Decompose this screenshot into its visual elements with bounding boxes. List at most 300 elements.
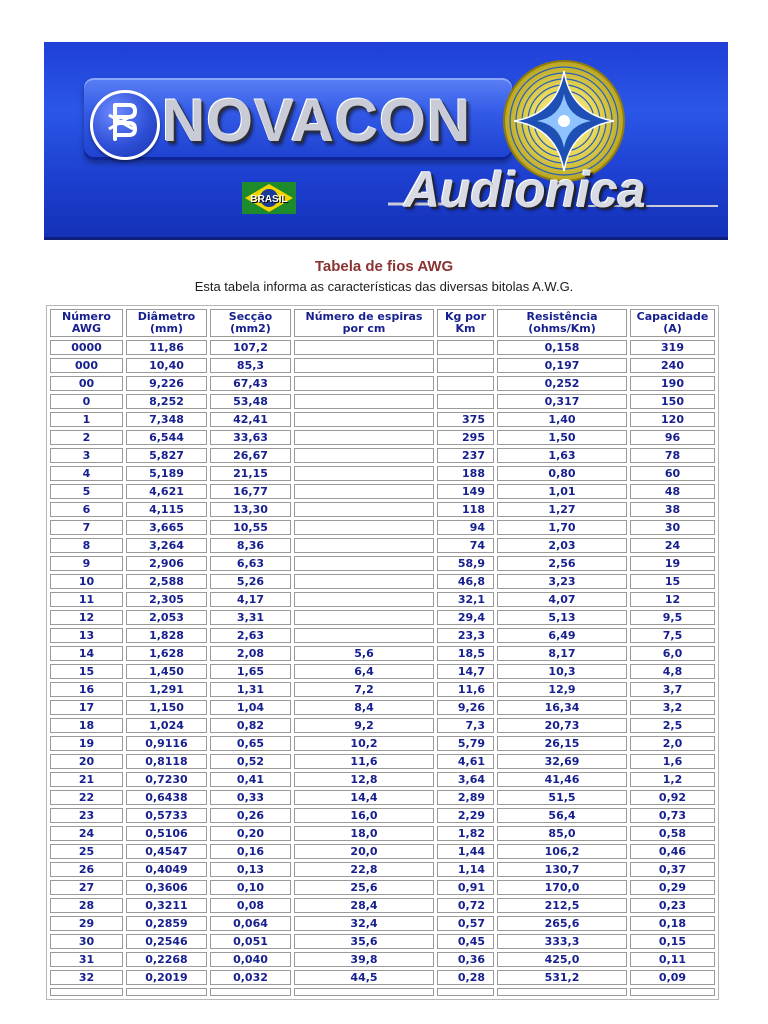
cell-diameter: 0,2546	[126, 934, 207, 949]
cell-section: 53,48	[210, 394, 291, 409]
table-row	[50, 970, 715, 985]
table-row	[50, 412, 715, 427]
cell-turns: 7,2	[294, 682, 434, 697]
table-row	[50, 682, 715, 697]
cell-turns: 10,2	[294, 736, 434, 751]
cell-kg: 7,3	[437, 718, 494, 733]
cell-kg: 46,8	[437, 574, 494, 589]
cell-awg: 24	[50, 826, 123, 841]
cell-kg	[437, 376, 494, 391]
cell-resistance: 1,70	[497, 520, 627, 535]
cell-section: 0,26	[210, 808, 291, 823]
cell-capacity: 0,92	[630, 790, 715, 805]
cell-diameter: 0,4547	[126, 844, 207, 859]
cell-resistance: 1,50	[497, 430, 627, 445]
table-body	[50, 340, 715, 996]
cell-section: 0,13	[210, 862, 291, 877]
table-row	[50, 772, 715, 787]
table-row	[50, 556, 715, 571]
cell-capacity: 2,5	[630, 718, 715, 733]
cell-resistance: 1,01	[497, 484, 627, 499]
cell-kg: 0,57	[437, 916, 494, 931]
cell-kg: 18,5	[437, 646, 494, 661]
cell-awg: 000	[50, 358, 123, 373]
cell-resistance: 32,69	[497, 754, 627, 769]
cell-diameter: 5,189	[126, 466, 207, 481]
cell-resistance: 51,5	[497, 790, 627, 805]
cell-turns: 39,8	[294, 952, 434, 967]
cell-diameter: 7,348	[126, 412, 207, 427]
cell-resistance: 8,17	[497, 646, 627, 661]
table-row	[50, 502, 715, 517]
cell-diameter: 2,053	[126, 610, 207, 625]
cell-diameter: 11,86	[126, 340, 207, 355]
cell-turns: 44,5	[294, 970, 434, 985]
cell-diameter: 0,6438	[126, 790, 207, 805]
cell-awg: 32	[50, 970, 123, 985]
cell-section: 0,08	[210, 898, 291, 913]
cell-diameter: 2,588	[126, 574, 207, 589]
cell-kg: 4,61	[437, 754, 494, 769]
cell-section: 0,032	[210, 970, 291, 985]
cell-section: 0,41	[210, 772, 291, 787]
cell-turns: 14,4	[294, 790, 434, 805]
cell-section: 0,33	[210, 790, 291, 805]
cell-empty	[630, 988, 715, 996]
cell-resistance: 2,03	[497, 538, 627, 553]
cell-awg: 29	[50, 916, 123, 931]
cell-awg: 0	[50, 394, 123, 409]
cell-kg: 29,4	[437, 610, 494, 625]
cell-kg: 9,26	[437, 700, 494, 715]
cell-turns: 22,8	[294, 862, 434, 877]
cell-awg: 27	[50, 880, 123, 895]
cell-awg: 23	[50, 808, 123, 823]
cell-awg: 28	[50, 898, 123, 913]
cell-section: 0,20	[210, 826, 291, 841]
header-turns: Número de espiras por cm	[294, 309, 434, 337]
cell-capacity: 0,15	[630, 934, 715, 949]
cell-kg: 32,1	[437, 592, 494, 607]
cell-capacity: 0,37	[630, 862, 715, 877]
cell-diameter: 1,828	[126, 628, 207, 643]
cell-turns	[294, 556, 434, 571]
cell-resistance: 265,6	[497, 916, 627, 931]
cell-kg: 94	[437, 520, 494, 535]
cell-turns: 16,0	[294, 808, 434, 823]
cell-section: 0,040	[210, 952, 291, 967]
cell-awg: 1	[50, 412, 123, 427]
table-header-row	[50, 309, 715, 337]
cell-awg: 26	[50, 862, 123, 877]
cell-section: 107,2	[210, 340, 291, 355]
cell-diameter: 0,8118	[126, 754, 207, 769]
cell-awg: 21	[50, 772, 123, 787]
cell-resistance: 5,13	[497, 610, 627, 625]
cell-capacity: 2,0	[630, 736, 715, 751]
cell-kg	[437, 340, 494, 355]
cell-kg: 3,64	[437, 772, 494, 787]
cell-turns	[294, 394, 434, 409]
cell-turns	[294, 448, 434, 463]
cell-capacity: 96	[630, 430, 715, 445]
cell-awg: 6	[50, 502, 123, 517]
cell-capacity: 7,5	[630, 628, 715, 643]
cell-capacity: 15	[630, 574, 715, 589]
awg-wire-table	[46, 305, 719, 1000]
table-row	[50, 520, 715, 535]
cell-awg: 15	[50, 664, 123, 679]
cell-capacity: 319	[630, 340, 715, 355]
cell-resistance: 56,4	[497, 808, 627, 823]
cell-resistance: 106,2	[497, 844, 627, 859]
cell-diameter: 0,7230	[126, 772, 207, 787]
cell-capacity: 0,11	[630, 952, 715, 967]
cell-turns: 18,0	[294, 826, 434, 841]
cell-kg	[437, 358, 494, 373]
table-row	[50, 952, 715, 967]
cell-kg: 0,72	[437, 898, 494, 913]
table-row	[50, 466, 715, 481]
cell-section: 0,52	[210, 754, 291, 769]
cell-section: 42,41	[210, 412, 291, 427]
cell-section: 4,17	[210, 592, 291, 607]
cell-section: 21,15	[210, 466, 291, 481]
cell-kg: 0,36	[437, 952, 494, 967]
cell-awg: 2	[50, 430, 123, 445]
cell-turns: 35,6	[294, 934, 434, 949]
cell-capacity: 240	[630, 358, 715, 373]
cell-section: 0,064	[210, 916, 291, 931]
cell-section: 3,31	[210, 610, 291, 625]
cell-kg: 23,3	[437, 628, 494, 643]
cell-kg: 74	[437, 538, 494, 553]
cell-capacity: 1,2	[630, 772, 715, 787]
cell-resistance: 6,49	[497, 628, 627, 643]
cell-resistance: 212,5	[497, 898, 627, 913]
cell-diameter: 4,621	[126, 484, 207, 499]
cell-kg: 2,29	[437, 808, 494, 823]
table-row	[50, 538, 715, 553]
cell-kg	[437, 394, 494, 409]
cell-turns	[294, 466, 434, 481]
cell-turns: 20,0	[294, 844, 434, 859]
cell-turns: 6,4	[294, 664, 434, 679]
cell-turns	[294, 358, 434, 373]
header-section: Secção (mm2)	[210, 309, 291, 337]
cell-kg: 375	[437, 412, 494, 427]
cell-turns: 11,6	[294, 754, 434, 769]
header-capacity: Capacidade (A)	[630, 309, 715, 337]
cell-diameter: 3,665	[126, 520, 207, 535]
cell-kg: 1,14	[437, 862, 494, 877]
cell-empty	[50, 988, 123, 996]
cell-capacity: 0,58	[630, 826, 715, 841]
cell-capacity: 24	[630, 538, 715, 553]
cell-empty	[210, 988, 291, 996]
cell-turns	[294, 574, 434, 589]
cell-turns	[294, 538, 434, 553]
cell-section: 5,26	[210, 574, 291, 589]
cell-diameter: 0,4049	[126, 862, 207, 877]
cell-resistance: 130,7	[497, 862, 627, 877]
cell-section: 1,31	[210, 682, 291, 697]
cell-capacity: 1,6	[630, 754, 715, 769]
table-row	[50, 808, 715, 823]
cell-section: 26,67	[210, 448, 291, 463]
page-subtitle: Esta tabela informa as características das diversas bitolas A.W.G.	[194, 279, 574, 294]
cell-awg: 00	[50, 376, 123, 391]
header-awg: Número AWG	[50, 309, 123, 337]
cell-section: 2,08	[210, 646, 291, 661]
cell-diameter: 0,2859	[126, 916, 207, 931]
cell-capacity: 0,73	[630, 808, 715, 823]
cell-resistance: 0,252	[497, 376, 627, 391]
cell-turns: 25,6	[294, 880, 434, 895]
cell-diameter: 6,544	[126, 430, 207, 445]
cell-resistance: 0,197	[497, 358, 627, 373]
cell-capacity: 4,8	[630, 664, 715, 679]
header-kg: Kg por Km	[437, 309, 494, 337]
cell-awg: 5	[50, 484, 123, 499]
flag-label: BRASIL	[250, 194, 288, 205]
header-diameter: Diâmetro (mm)	[126, 309, 207, 337]
cell-capacity: 48	[630, 484, 715, 499]
cell-awg: 3	[50, 448, 123, 463]
cell-awg: 20	[50, 754, 123, 769]
table-row	[50, 916, 715, 931]
table-row	[50, 718, 715, 733]
cell-awg: 11	[50, 592, 123, 607]
cell-awg: 17	[50, 700, 123, 715]
cell-diameter: 0,2268	[126, 952, 207, 967]
cell-kg: 0,91	[437, 880, 494, 895]
cell-awg: 10	[50, 574, 123, 589]
cell-turns	[294, 520, 434, 535]
cell-resistance: 1,27	[497, 502, 627, 517]
cell-resistance: 425,0	[497, 952, 627, 967]
cell-resistance: 4,07	[497, 592, 627, 607]
cell-capacity: 120	[630, 412, 715, 427]
cell-kg: 237	[437, 448, 494, 463]
cell-section: 85,3	[210, 358, 291, 373]
table-row	[50, 484, 715, 499]
table-row-empty	[50, 988, 715, 996]
cell-turns: 28,4	[294, 898, 434, 913]
table-row	[50, 664, 715, 679]
cell-turns: 8,4	[294, 700, 434, 715]
cell-section: 0,82	[210, 718, 291, 733]
cell-empty	[497, 988, 627, 996]
cell-diameter: 4,115	[126, 502, 207, 517]
cell-resistance: 0,80	[497, 466, 627, 481]
cell-resistance: 12,9	[497, 682, 627, 697]
cell-turns	[294, 430, 434, 445]
cell-awg: 30	[50, 934, 123, 949]
cell-turns	[294, 502, 434, 517]
cell-resistance: 41,46	[497, 772, 627, 787]
cell-turns: 32,4	[294, 916, 434, 931]
cell-section: 1,04	[210, 700, 291, 715]
cell-kg: 295	[437, 430, 494, 445]
cell-awg: 0000	[50, 340, 123, 355]
cell-resistance: 3,23	[497, 574, 627, 589]
cell-empty	[437, 988, 494, 996]
cell-diameter: 2,305	[126, 592, 207, 607]
cell-awg: 18	[50, 718, 123, 733]
cell-awg: 7	[50, 520, 123, 535]
cell-diameter: 1,150	[126, 700, 207, 715]
cell-section: 33,63	[210, 430, 291, 445]
cell-resistance: 0,158	[497, 340, 627, 355]
cell-kg: 14,7	[437, 664, 494, 679]
cell-awg: 8	[50, 538, 123, 553]
cell-capacity: 190	[630, 376, 715, 391]
cell-diameter: 0,5733	[126, 808, 207, 823]
header-banner	[44, 42, 728, 240]
cell-awg: 4	[50, 466, 123, 481]
cell-kg: 1,82	[437, 826, 494, 841]
cell-capacity: 0,18	[630, 916, 715, 931]
cell-diameter: 0,5106	[126, 826, 207, 841]
cell-awg: 22	[50, 790, 123, 805]
cell-kg: 58,9	[437, 556, 494, 571]
cell-section: 1,65	[210, 664, 291, 679]
cell-capacity: 0,09	[630, 970, 715, 985]
cell-diameter: 1,450	[126, 664, 207, 679]
cell-diameter: 0,2019	[126, 970, 207, 985]
cell-turns	[294, 340, 434, 355]
cell-empty	[126, 988, 207, 996]
cell-resistance: 10,3	[497, 664, 627, 679]
cell-resistance: 26,15	[497, 736, 627, 751]
cell-turns: 5,6	[294, 646, 434, 661]
table-row	[50, 862, 715, 877]
cell-capacity: 19	[630, 556, 715, 571]
table-row	[50, 430, 715, 445]
table-row	[50, 574, 715, 589]
cell-section: 0,10	[210, 880, 291, 895]
cell-kg: 188	[437, 466, 494, 481]
cell-kg: 5,79	[437, 736, 494, 751]
cell-resistance: 1,40	[497, 412, 627, 427]
cell-capacity: 3,2	[630, 700, 715, 715]
cell-section: 16,77	[210, 484, 291, 499]
cell-capacity: 3,7	[630, 682, 715, 697]
table-row	[50, 610, 715, 625]
cell-awg: 19	[50, 736, 123, 751]
cell-diameter: 0,3211	[126, 898, 207, 913]
cell-resistance: 85,0	[497, 826, 627, 841]
cell-turns: 12,8	[294, 772, 434, 787]
cell-section: 8,36	[210, 538, 291, 553]
table-row	[50, 376, 715, 391]
table-row	[50, 754, 715, 769]
table-row	[50, 826, 715, 841]
cell-diameter: 1,024	[126, 718, 207, 733]
table-row	[50, 448, 715, 463]
table-row	[50, 790, 715, 805]
table-row	[50, 700, 715, 715]
cell-capacity: 60	[630, 466, 715, 481]
table-row	[50, 898, 715, 913]
cell-empty	[294, 988, 434, 996]
cell-diameter: 9,226	[126, 376, 207, 391]
cell-capacity: 38	[630, 502, 715, 517]
cell-awg: 13	[50, 628, 123, 643]
cell-kg: 118	[437, 502, 494, 517]
cell-resistance: 16,34	[497, 700, 627, 715]
brand-name: NOVACON	[162, 87, 472, 154]
cell-diameter: 1,628	[126, 646, 207, 661]
cell-resistance: 20,73	[497, 718, 627, 733]
cell-kg: 2,89	[437, 790, 494, 805]
cell-section: 6,63	[210, 556, 291, 571]
cell-turns	[294, 376, 434, 391]
cell-capacity: 9,5	[630, 610, 715, 625]
cell-section: 67,43	[210, 376, 291, 391]
cell-section: 2,63	[210, 628, 291, 643]
cell-kg: 1,44	[437, 844, 494, 859]
table-row	[50, 646, 715, 661]
table-row	[50, 394, 715, 409]
cell-capacity: 0,29	[630, 880, 715, 895]
cell-capacity: 78	[630, 448, 715, 463]
table-row	[50, 628, 715, 643]
cell-resistance: 531,2	[497, 970, 627, 985]
cell-kg: 149	[437, 484, 494, 499]
cell-diameter: 10,40	[126, 358, 207, 373]
table-row	[50, 844, 715, 859]
cell-section: 0,051	[210, 934, 291, 949]
cell-kg: 0,45	[437, 934, 494, 949]
cell-resistance: 333,3	[497, 934, 627, 949]
table-row	[50, 340, 715, 355]
cell-turns	[294, 412, 434, 427]
cell-diameter: 2,906	[126, 556, 207, 571]
table-row	[50, 880, 715, 895]
cell-diameter: 0,3606	[126, 880, 207, 895]
cell-turns	[294, 484, 434, 499]
cell-capacity: 12	[630, 592, 715, 607]
cell-diameter: 3,264	[126, 538, 207, 553]
cell-capacity: 30	[630, 520, 715, 535]
cell-awg: 14	[50, 646, 123, 661]
cell-capacity: 0,46	[630, 844, 715, 859]
cell-turns	[294, 628, 434, 643]
product-name: Audionica	[404, 162, 646, 218]
cell-section: 10,55	[210, 520, 291, 535]
novacon-logo-icon	[90, 90, 160, 160]
table-row	[50, 934, 715, 949]
table-row	[50, 592, 715, 607]
cell-resistance: 0,317	[497, 394, 627, 409]
cell-awg: 12	[50, 610, 123, 625]
page-title: Tabela de fios AWG	[314, 258, 454, 275]
cell-resistance: 1,63	[497, 448, 627, 463]
cell-capacity: 150	[630, 394, 715, 409]
table-row	[50, 736, 715, 751]
cell-kg: 11,6	[437, 682, 494, 697]
cell-diameter: 8,252	[126, 394, 207, 409]
cell-diameter: 5,827	[126, 448, 207, 463]
cell-turns: 9,2	[294, 718, 434, 733]
cell-section: 13,30	[210, 502, 291, 517]
cell-diameter: 0,9116	[126, 736, 207, 751]
cell-resistance: 170,0	[497, 880, 627, 895]
cell-awg: 9	[50, 556, 123, 571]
cell-awg: 31	[50, 952, 123, 967]
